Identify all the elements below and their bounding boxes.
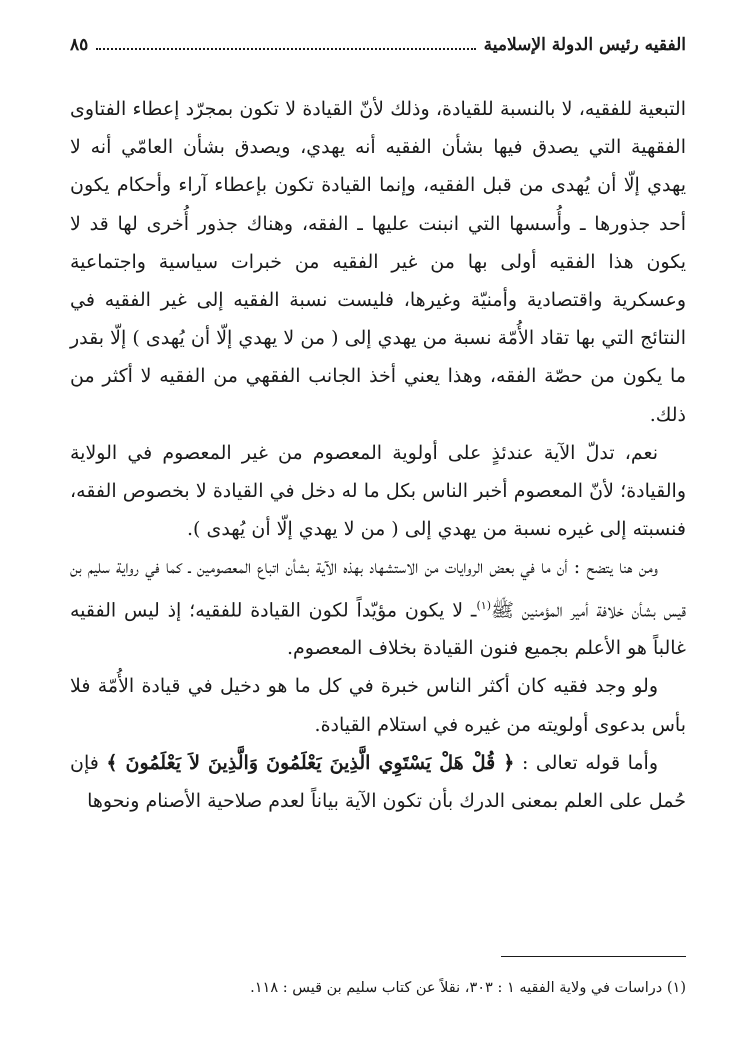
paragraph-2: نعم، تدلّ الآية عندئذٍ على أولوية المعصوم من غير المعصوم في الولاية والقيادة؛ لأنّ المعصوم أخبر الناس بكل ما له دخل في القيادة لا بخصوص الفقه، فنسبته إلى غيره نسبة من يهدي إلى ( من لا يهدي إلّا أن يُهدى ). (70, 441, 686, 541)
body-text (70, 90, 686, 820)
paragraph-5-lead: وأما قوله تعالى : (521, 751, 659, 774)
page (70, 30, 686, 1030)
paragraph-3 (70, 548, 686, 667)
header-title: الفقيه رئيس الدولة الإسلامية (483, 35, 686, 55)
footnote-divider (501, 956, 686, 957)
running-header (70, 30, 686, 60)
paragraph-1: التبعية للفقيه، لا بالنسبة للقيادة، وذلك لأنّ القيادة لا تكون بمجرّد إعطاء الفتاوى الفقهية التي يصدق فيها بشأن الفقيه أنه يهدي، ويصدق بشأن العامّي أنه لا يهدي إلّا أن يُهدى من قبل الفقيه، وإنما القيادة تكون بإعطاء آراء وأحكام يكون أحد جذورها ـ وأُسسها التي انبنت عليها ـ الفقه، وهناك جذور أُخرى لها قد لا يكون هذا الفقيه أولى بها من غير الفقيه من خبرات سياسية واجتماعية وعسكرية واقتصادية وأمنيّة وغيرها، فليست نسبة الفقيه إلى غير الفقيه في النتائج التي بها تقاد الأُمّة نسبة من يهدي إلى ( من لا يهدي إلّا أن يُهدى ) إلّا بقدر ما يكون من حصّة الفقه، وهذا يعني أخذ الجانب الفقهي من الفقيه لا أكثر من ذلك. (70, 98, 686, 426)
paragraph-3-text: ومن هنا يتضح : أن ما في بعض الروايات من الاستشهاد بهذه الآية بشأن اتباع المعصومين ـ كما في رواية سليم بن قيس بشأن خلافة أمير المؤمنين ﷺ (70, 556, 686, 621)
footnote: (١) دراسات في ولاية الفقيه ١ : ٣٠٣، نقلاً عن كتاب سليم بن قيس : ١١٨. (250, 980, 686, 996)
paragraph-5 (70, 744, 686, 820)
header-dot-leader (96, 48, 475, 50)
paragraph-4: ولو وجد فقيه كان أكثر الناس خبرة في كل ما هو دخيل في قيادة الأُمّة فلا بأس بدعوى أولويته من غيره في استلام القيادة. (70, 675, 686, 736)
paragraph-3-continuation: ـ لا يكون مؤيّداً لكون القيادة للفقيه؛ إذ ليس الفقيه غالباً هو الأعلم بجميع فنون القيادة بخلاف المعصوم. (70, 598, 686, 660)
page-number: ٨٥ (70, 35, 89, 55)
quran-verse: ﴿ قُلْ هَلْ يَسْتَوِي الَّذِينَ يَعْلَمُونَ وَالَّذِينَ لاَ يَعْلَمُونَ ﴾ (106, 751, 515, 774)
paragraph-5-rest: فإن حُمل على العلم بمعنى الدرك بأن تكون الآية بياناً لعدم صلاحية الأصنام ونحوها (70, 751, 686, 812)
footnote-marker[interactable]: (١) (476, 598, 491, 612)
